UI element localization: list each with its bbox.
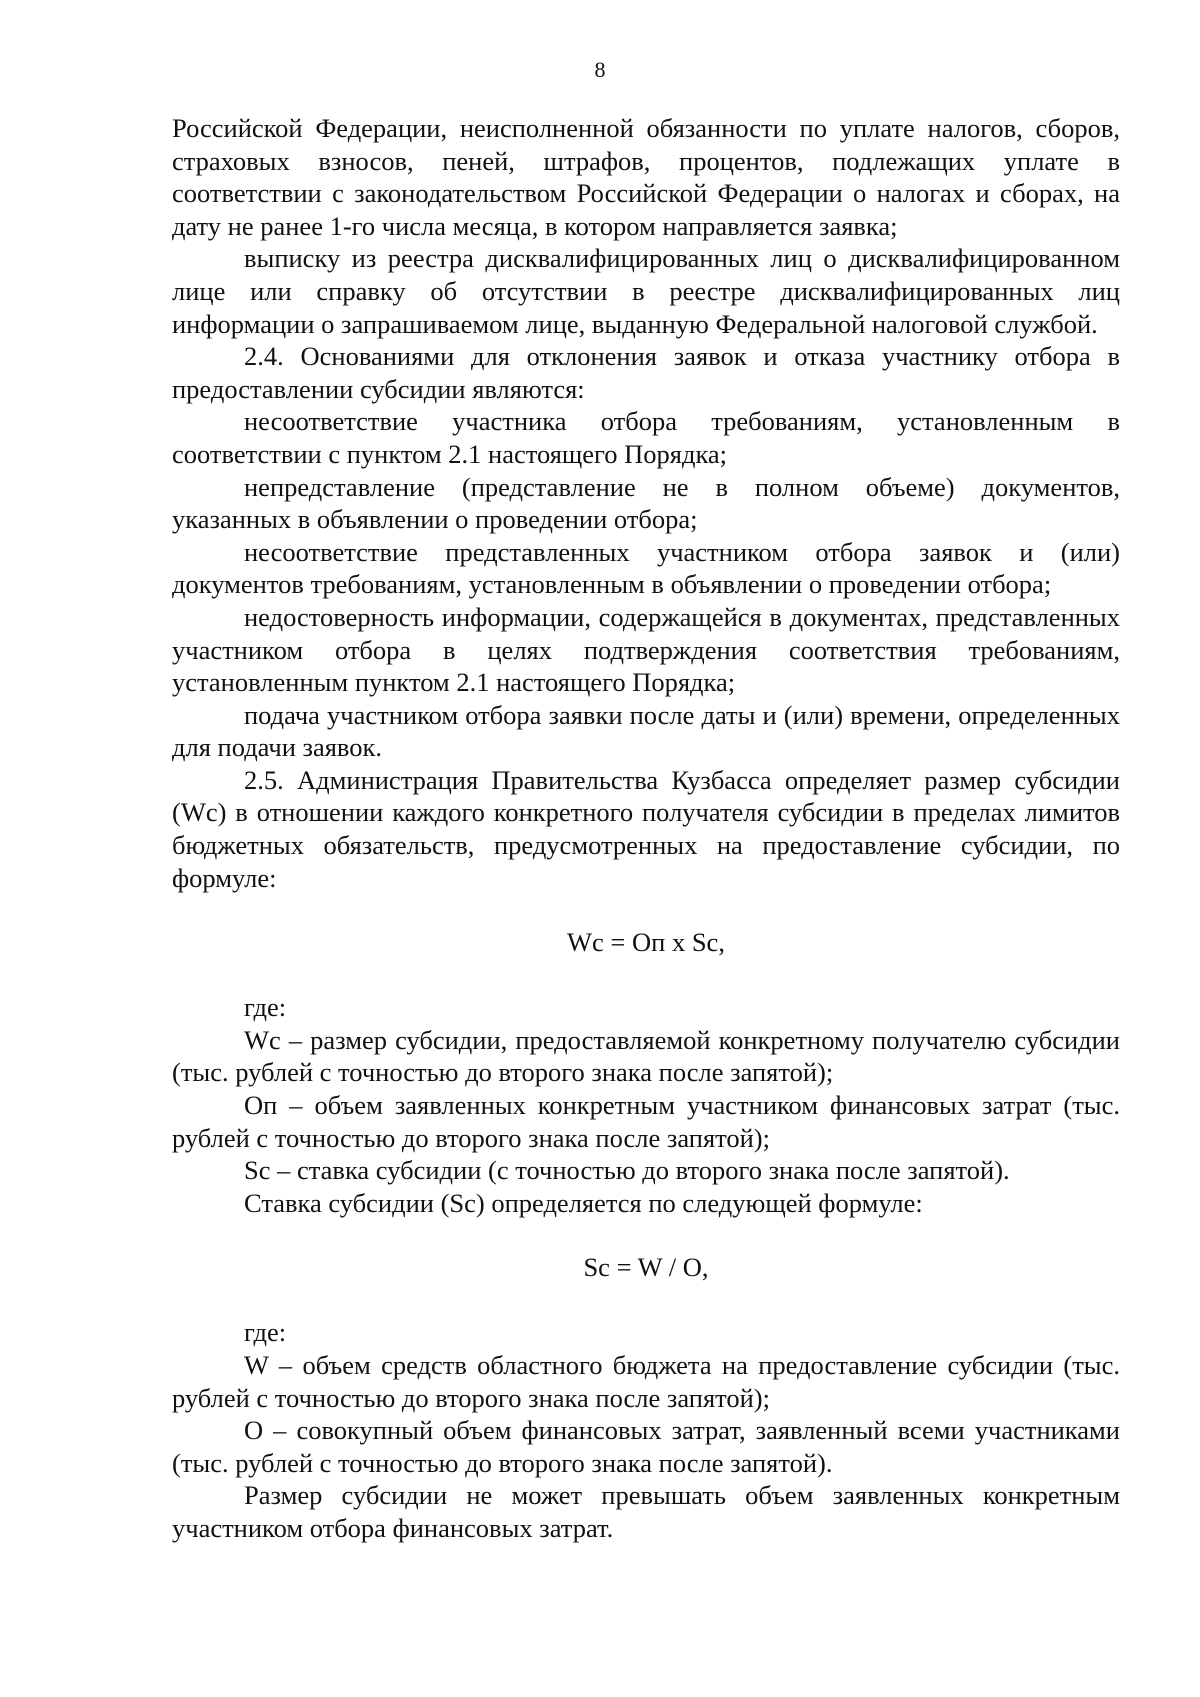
paragraph-rejection-reason-3: несоответствие представленных участником отбора заявок и (или) документов требованиям, установленным в объявлении о проведении отбора;: [172, 536, 1120, 600]
formula-subsidy-size: Wc = Оп х Sc,: [567, 927, 725, 958]
legend-where-1: где:: [244, 992, 287, 1023]
paragraph-rejection-reason-1: несоответствие участника отбора требованиям, установленным в соответствии с пунктом 2.1 настоящего Порядка;: [172, 406, 1120, 469]
paragraph-rejection-reason-5: подача участником отбора заявки после даты и (или) времени, определенных для подачи заявок.: [172, 699, 1120, 763]
legend-where-2: где:: [244, 1317, 287, 1348]
legend-w: W – объем средств областного бюджета на предоставление субсидии (тыс. рублей с точностью до второго знака после запятой);: [172, 1350, 1120, 1413]
formula-subsidy-rate: Sc = W / О,: [583, 1252, 709, 1283]
legend-wc: Wc – размер субсидии, предоставляемой конкретному получателю субсидии (тыс. рублей с точностью до второго знака после запятой);: [172, 1024, 1120, 1088]
paragraph-clause-2-4: 2.4. Основаниями для отклонения заявок и отказа участнику отбора в предоставлении субсидии являются:: [172, 341, 1120, 404]
paragraph-disqualified-extract: выписку из реестра дисквалифицированных лиц о дисквалифицированном лице или справку об отсутствии в реестре дисквалифицированных лиц информации о запрашиваемом лице, выданную Федеральной налоговой службой.: [172, 243, 1120, 339]
legend-sc: Sc – ставка субсидии (с точностью до второго знака после запятой).: [244, 1155, 1010, 1186]
page-number: 8: [594, 57, 606, 82]
legend-op: Оп – объем заявленных конкретным участником финансовых затрат (тыс. рублей с точностью до второго знака после запятой);: [172, 1090, 1120, 1153]
paragraph-rejection-reason-4: недостоверность информации, содержащейся в документах, представленных участником отбора в целях подтверждения соответствия требованиям, установленным пунктом 2.1 настоящего Порядка;: [172, 601, 1120, 698]
paragraph-subsidy-limit: Размер субсидии не может превышать объем заявленных конкретным участником отбора финансовых затрат.: [172, 1480, 1120, 1543]
paragraph-clause-2-5: 2.5. Администрация Правительства Кузбасса определяет размер субсидии (Wc) в отношении каждого конкретного получателя субсидии в пределах лимитов бюджетных обязательств, предусмотренных на предоставление субсидии, по формуле:: [172, 764, 1120, 893]
paragraph-rate-definition: Ставка субсидии (Sc) определяется по следующей формуле:: [244, 1187, 923, 1218]
paragraph-rejection-reason-2: непредставление (представление не в полном объеме) документов, указанных в объявлении о проведении отбора;: [172, 471, 1120, 535]
paragraph-continuation: Российской Федерации, неисполненной обязанности по уплате налогов, сборов, страховых взносов, пеней, штрафов, процентов, подлежащих уплате в соответствии с законодательством Российской Федерации о налогах и сборах, на дату не ранее 1-го числа месяца, в котором направляется заявка;: [172, 113, 1120, 241]
document-body: [172, 112, 1120, 1545]
legend-o: О – совокупный объем финансовых затрат, заявленный всеми участниками (тыс. рублей с точностью до второго знака после запятой).: [172, 1415, 1120, 1478]
